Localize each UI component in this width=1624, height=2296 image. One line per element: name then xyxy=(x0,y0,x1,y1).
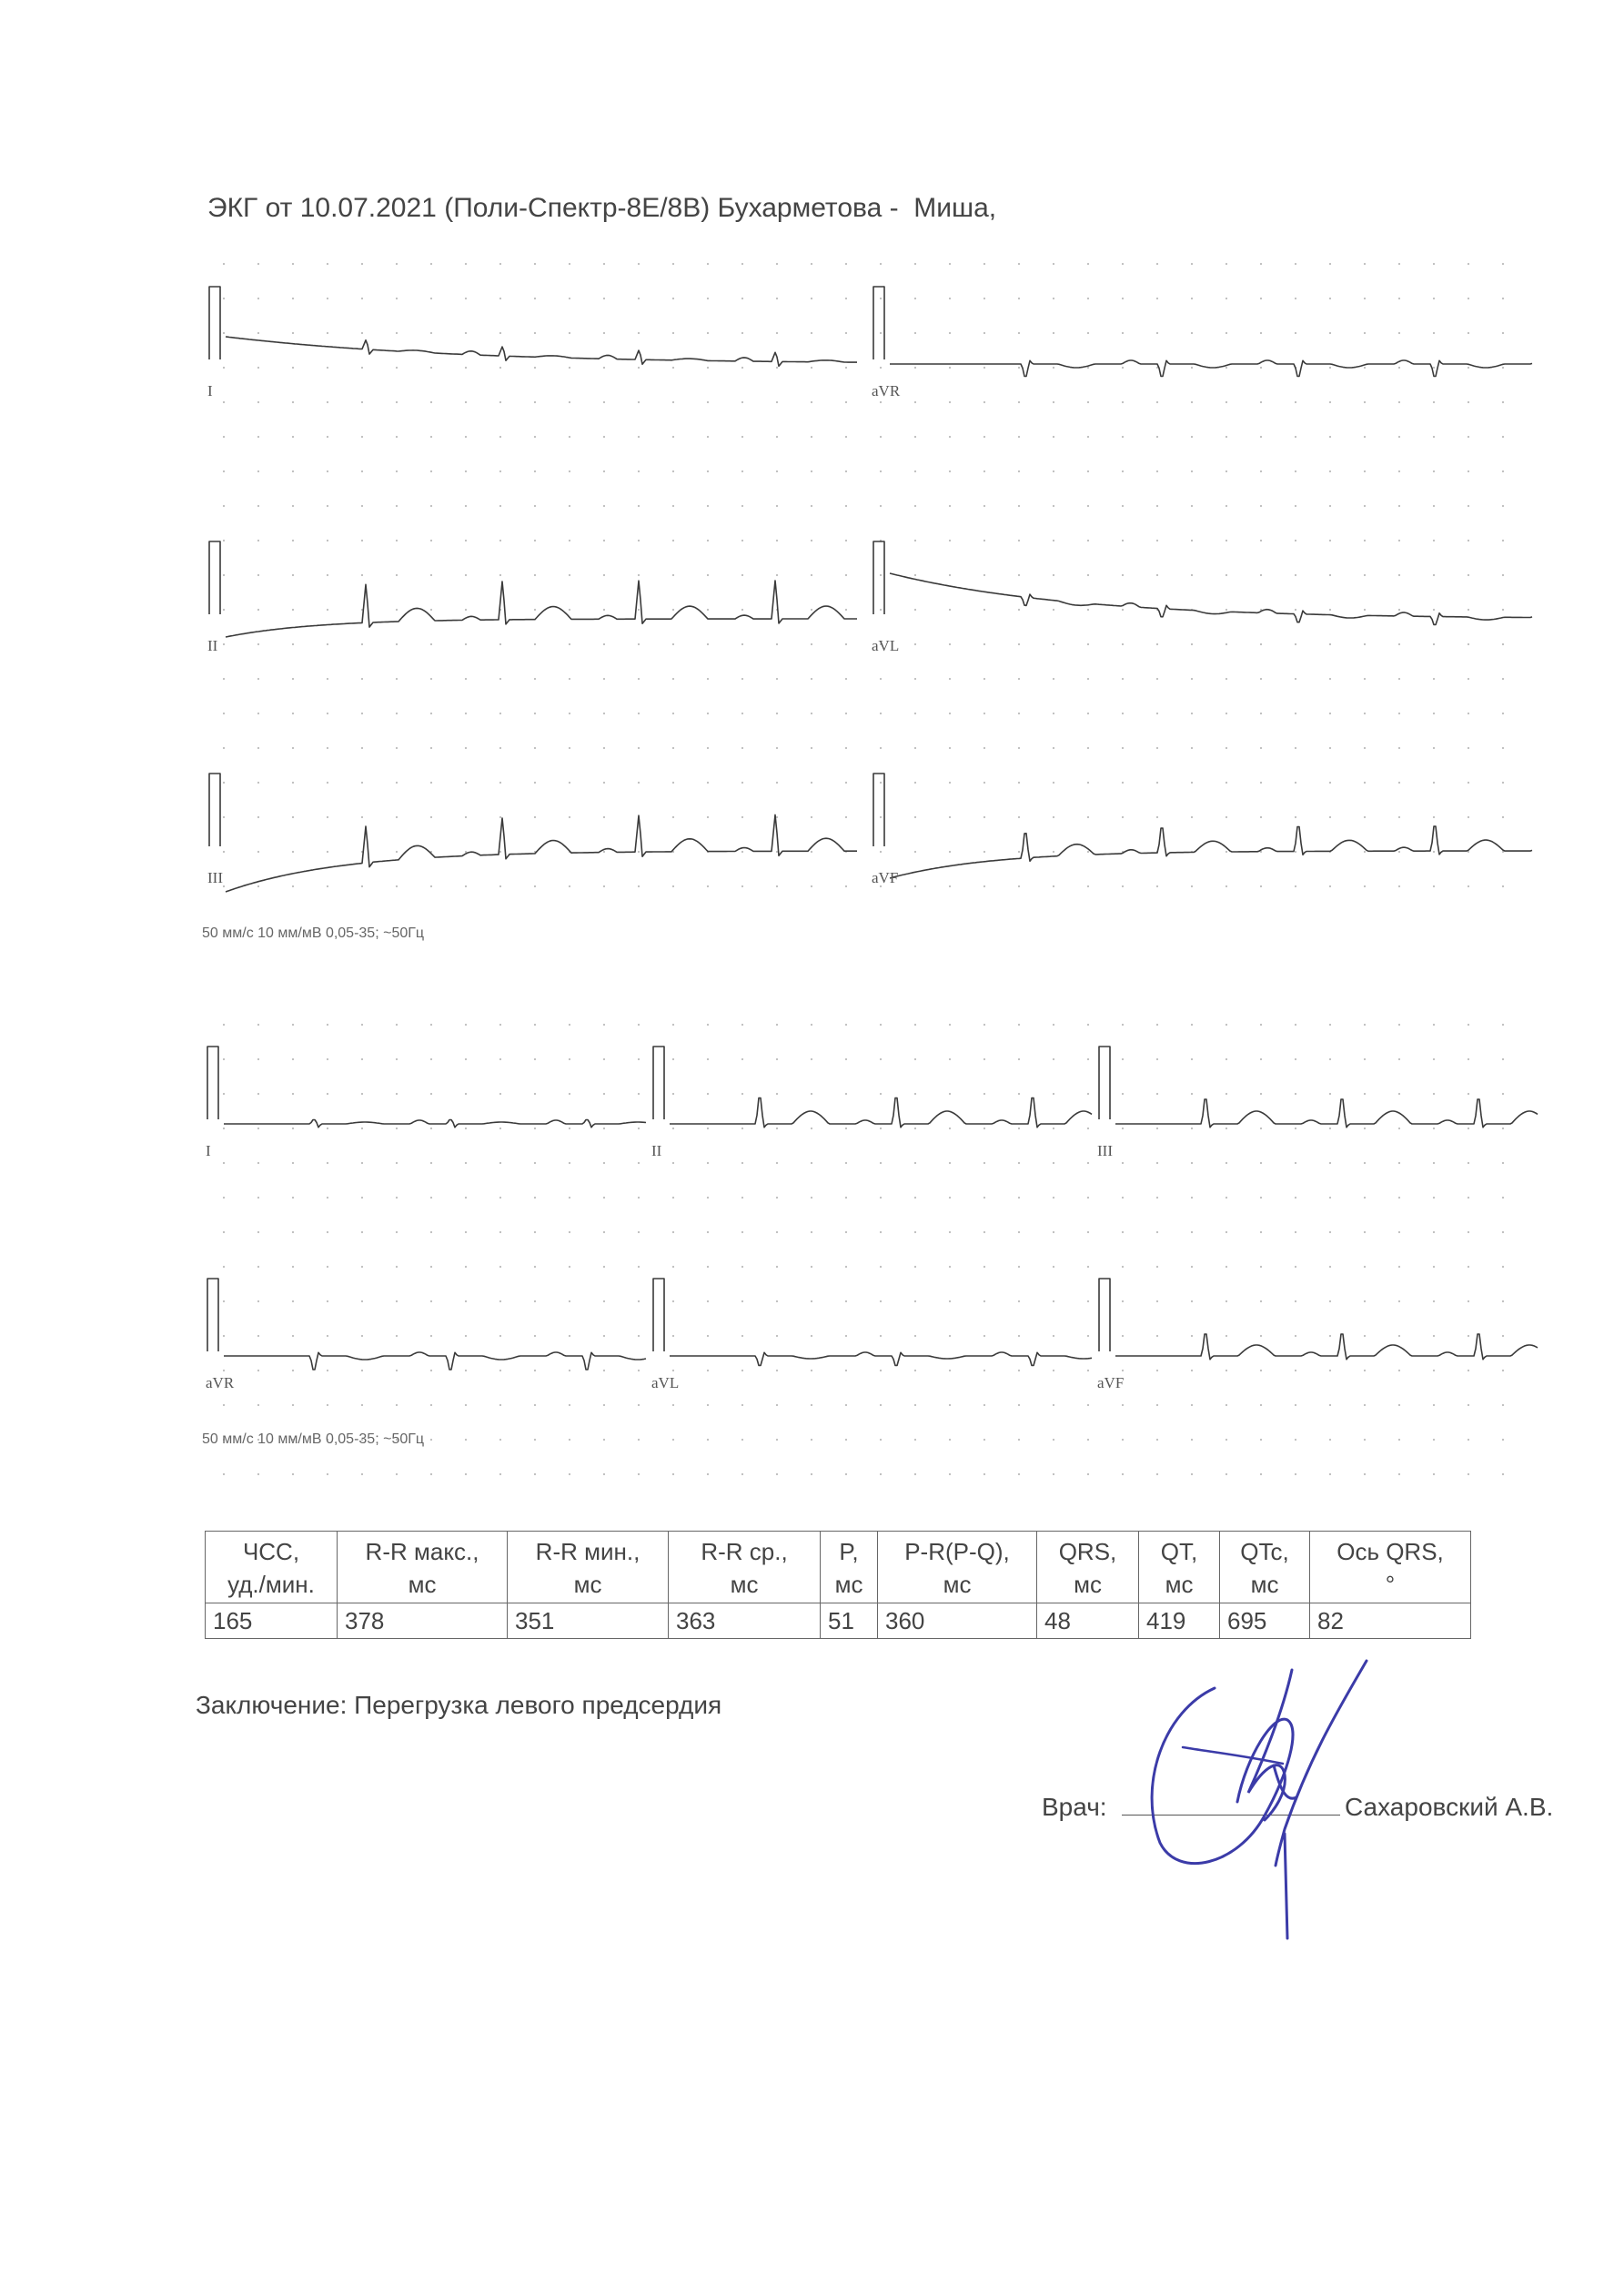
ecg-trace-p1-I xyxy=(226,337,857,366)
handwritten-signature xyxy=(1128,1656,1437,1947)
ecg-trace-p2-I xyxy=(224,1120,646,1128)
conclusion-text: Заключение: Перегрузка левого предсердия xyxy=(196,1691,722,1719)
lead-label-p1-aVL: aVL xyxy=(872,637,900,654)
calibration-pulse-p2-r0-c1 xyxy=(653,1047,664,1119)
calibration-pulse-p2-r1-c1 xyxy=(653,1279,664,1351)
lead-label-p2-aVL: aVL xyxy=(651,1374,680,1391)
value-rr-avg: 363 xyxy=(669,1603,821,1639)
lead-label-p2-I: I xyxy=(206,1142,211,1159)
lead-label-p2-aVF: aVF xyxy=(1097,1374,1125,1391)
ecg-traces xyxy=(207,287,1538,1370)
header-qrs: QRS, мс xyxy=(1037,1532,1139,1603)
grid-dots xyxy=(223,263,1504,1475)
recording-settings-panel1: 50 мм/с 10 мм/мВ 0,05-35; ~50Гц xyxy=(202,925,425,941)
header-pr: P-R(P-Q), мс xyxy=(878,1532,1037,1603)
value-qtc: 695 xyxy=(1220,1603,1310,1639)
header-p: P, мс xyxy=(821,1532,878,1603)
lead-label-p1-I: I xyxy=(207,382,213,400)
ecg-trace-p2-II xyxy=(670,1098,1092,1128)
lead-label-p1-II: II xyxy=(207,637,218,654)
calibration-pulse-p1-r2-left xyxy=(209,774,220,846)
value-rr-min: 351 xyxy=(508,1603,669,1639)
calibration-pulse-p2-r0-c2 xyxy=(1099,1047,1110,1119)
value-qrs: 48 xyxy=(1037,1603,1139,1639)
value-rr-max: 378 xyxy=(338,1603,508,1639)
calibration-pulse-p1-r1-right xyxy=(873,541,884,614)
header-hr: ЧСС, уд./мин. xyxy=(206,1532,338,1603)
header-qtc: QTc, мс xyxy=(1220,1532,1310,1603)
ecg-trace-p1-III xyxy=(226,814,857,892)
value-hr: 165 xyxy=(206,1603,338,1639)
ecg-trace-p1-aVL xyxy=(890,573,1532,625)
lead-label-p2-II: II xyxy=(651,1142,662,1159)
lead-label-p2-III: III xyxy=(1097,1142,1113,1159)
value-qt: 419 xyxy=(1139,1603,1220,1639)
calibration-pulse-p1-r1-left xyxy=(209,541,220,614)
calibration-pulse-p1-r0-left xyxy=(209,287,220,359)
value-pr: 360 xyxy=(878,1603,1037,1639)
calibration-pulse-p2-r1-c0 xyxy=(207,1279,218,1351)
header-rr-max: R-R макс., мс xyxy=(338,1532,508,1603)
doctor-label: Врач: xyxy=(1042,1793,1107,1821)
calibration-pulse-p1-r0-right xyxy=(873,287,884,359)
ecg-trace-p2-aVF xyxy=(1115,1334,1538,1360)
measurements-table xyxy=(205,1531,1471,1639)
lead-label-p1-aVF: aVF xyxy=(872,869,899,886)
header-rr-avg: R-R ср., мс xyxy=(669,1532,821,1603)
ecg-trace-p1-aVR xyxy=(890,360,1532,377)
lead-label-p1-aVR: aVR xyxy=(872,382,901,400)
ecg-trace-p2-aVR xyxy=(224,1352,646,1370)
calibration-pulse-p2-r1-c2 xyxy=(1099,1279,1110,1351)
measurements-value-row xyxy=(206,1603,1471,1639)
recording-settings-panel2: 50 мм/с 10 мм/мВ 0,05-35; ~50Гц xyxy=(202,1431,425,1447)
header-qt: QT, мс xyxy=(1139,1532,1220,1603)
lead-labels xyxy=(206,382,1124,1391)
ecg-trace-p1-aVF xyxy=(890,826,1532,878)
ecg-trace-p1-II xyxy=(226,581,857,637)
ecg-trace-p2-aVL xyxy=(670,1352,1092,1366)
calibration-pulse-p1-r2-right xyxy=(873,774,884,846)
lead-label-p2-aVR: aVR xyxy=(206,1374,235,1391)
value-qrs-axis: 82 xyxy=(1310,1603,1471,1639)
header-rr-min: R-R мин., мс xyxy=(508,1532,669,1603)
ecg-trace-p2-III xyxy=(1115,1099,1538,1128)
lead-label-p1-III: III xyxy=(207,869,223,886)
doctor-name: Сахаровский А.В. xyxy=(1345,1793,1554,1821)
measurements-header-row xyxy=(206,1532,1471,1603)
calibration-pulse-p2-r0-c0 xyxy=(207,1047,218,1119)
document-title: ЭКГ от 10.07.2021 (Поли-Спектр-8Е/8В) Бухарметова - Миша, xyxy=(207,193,997,223)
header-qrs-axis: Ось QRS, ° xyxy=(1310,1532,1471,1603)
value-p: 51 xyxy=(821,1603,878,1639)
